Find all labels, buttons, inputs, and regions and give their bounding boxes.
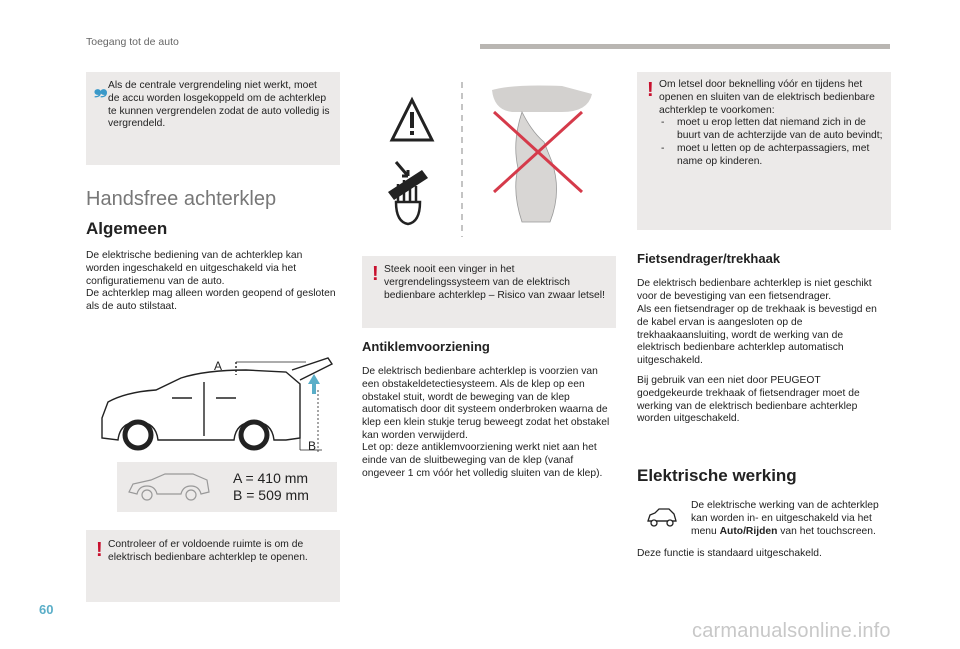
list-item: - moet u letten op de achterpassagiers, met name op kinderen. [659,143,885,169]
car-icon [645,507,679,529]
warning-box-text [659,79,885,169]
icon-paragraph: De elektrische werking van de achterklep kan worden in- en uitgeschakeld via het menu Auto/Rijden van het touchscreen. [691,500,879,537]
watermark: carmanualsonline.info [692,620,891,642]
subheading-fietsendrager: Fietsendrager/trekhaak [637,251,781,266]
menu-path: Auto/Rijden [719,525,778,537]
label-b: B [308,439,317,453]
subheading-algemeen: Algemeen [86,219,168,238]
paragraph: De elektrisch bedienbare achterklep is niet geschikt voor de bevestiging van een fietsendrager. [637,278,872,302]
warning-icon: ! [372,263,379,285]
dimension-panel [117,462,337,512]
dimension-a: A = 410 mm [233,470,309,486]
page-number: 60 [39,602,54,617]
finger-danger-figure [362,72,616,240]
info-box-text: Als de centrale vergrendeling niet werkt, moet de accu worden losgekoppeld om de achterklep te kunnen vergrendelen zodat de auto volledig is vergrendeld. [108,80,330,130]
paragraph: Let op: deze antiklemvoorziening werkt niet aan het einde van de sluitbeweging van de klep (vanaf ongeveer 1 cm vóór het volledig sluiten van de klep). [362,442,603,479]
warning-box-text: Controleer of er voldoende ruimte is om de elektrisch bedienbare achterklep te openen. [108,539,308,563]
paragraph: Bij gebruik van een niet door PEUGEOT goedgekeurde trekhaak of fietsendrager moet de werking van de elektrisch bedienbare achterklep worden uitgeschakeld. [637,375,860,425]
warning-box-text: Steek nooit een vinger in het vergrendelingssysteem van de elektrisch bedienbare achterklep – Risico van zwaar letsel! [384,264,605,301]
info-icon: ❠ [94,77,108,99]
header-rule [480,44,890,49]
paragraph: De achterklep mag alleen worden geopend of gesloten als de auto stilstaat. [86,288,336,312]
warning-box [362,256,616,328]
paragraph: Deze functie is standaard uitgeschakeld. [637,548,822,559]
paragraph: De elektrisch bedienbare achterklep is voorzien van een obstakeldetectiesysteem. Als de klep op een obstakel stuit, wordt de beweging van de klep automatisch door dit systeem onderbroken waarna de klep een klein stukje terug beweegt zodat het obstakel kan worden verwijderd. [362,366,610,441]
car-thumbnail-icon [121,464,221,510]
warning-icon: ! [96,539,103,561]
info-box [86,72,340,165]
paragraph: Als een fietsendrager op de trekhaak is bevestigd en de kabel ervan is aangesloten op de trekhaakaansluiting, wordt de werking van de elektrisch bedienbare achterklep automatisch uitgeschakeld. [637,304,877,367]
label-a: A [214,359,223,373]
list-item: - moet u erop letten dat niemand zich in de buurt van de achterzijde van de auto bevindt; [659,117,885,143]
warning-intro: Om letsel door beknelling vóór en tijdens het openen en sluiten van de elektrisch bedienbare achterklep te voorkomen: [659,79,875,116]
warning-list [659,117,885,168]
section-heading: Handsfree achterklep [86,188,277,210]
danger-illustration [362,72,616,240]
heading-elektrische-werking: Elektrische werking [637,466,797,485]
running-header: Toegang tot de auto [86,36,179,48]
warning-box [637,72,891,230]
warning-box [86,530,340,602]
subheading-antiklem: Antiklemvoorziening [362,339,490,354]
dimension-b: B = 509 mm [233,487,309,503]
warning-icon: ! [647,79,654,101]
paragraph: De elektrische bediening van de achterklep kan worden ingeschakeld en uitgeschakeld via het configuratiemenu van de auto. [86,250,303,287]
